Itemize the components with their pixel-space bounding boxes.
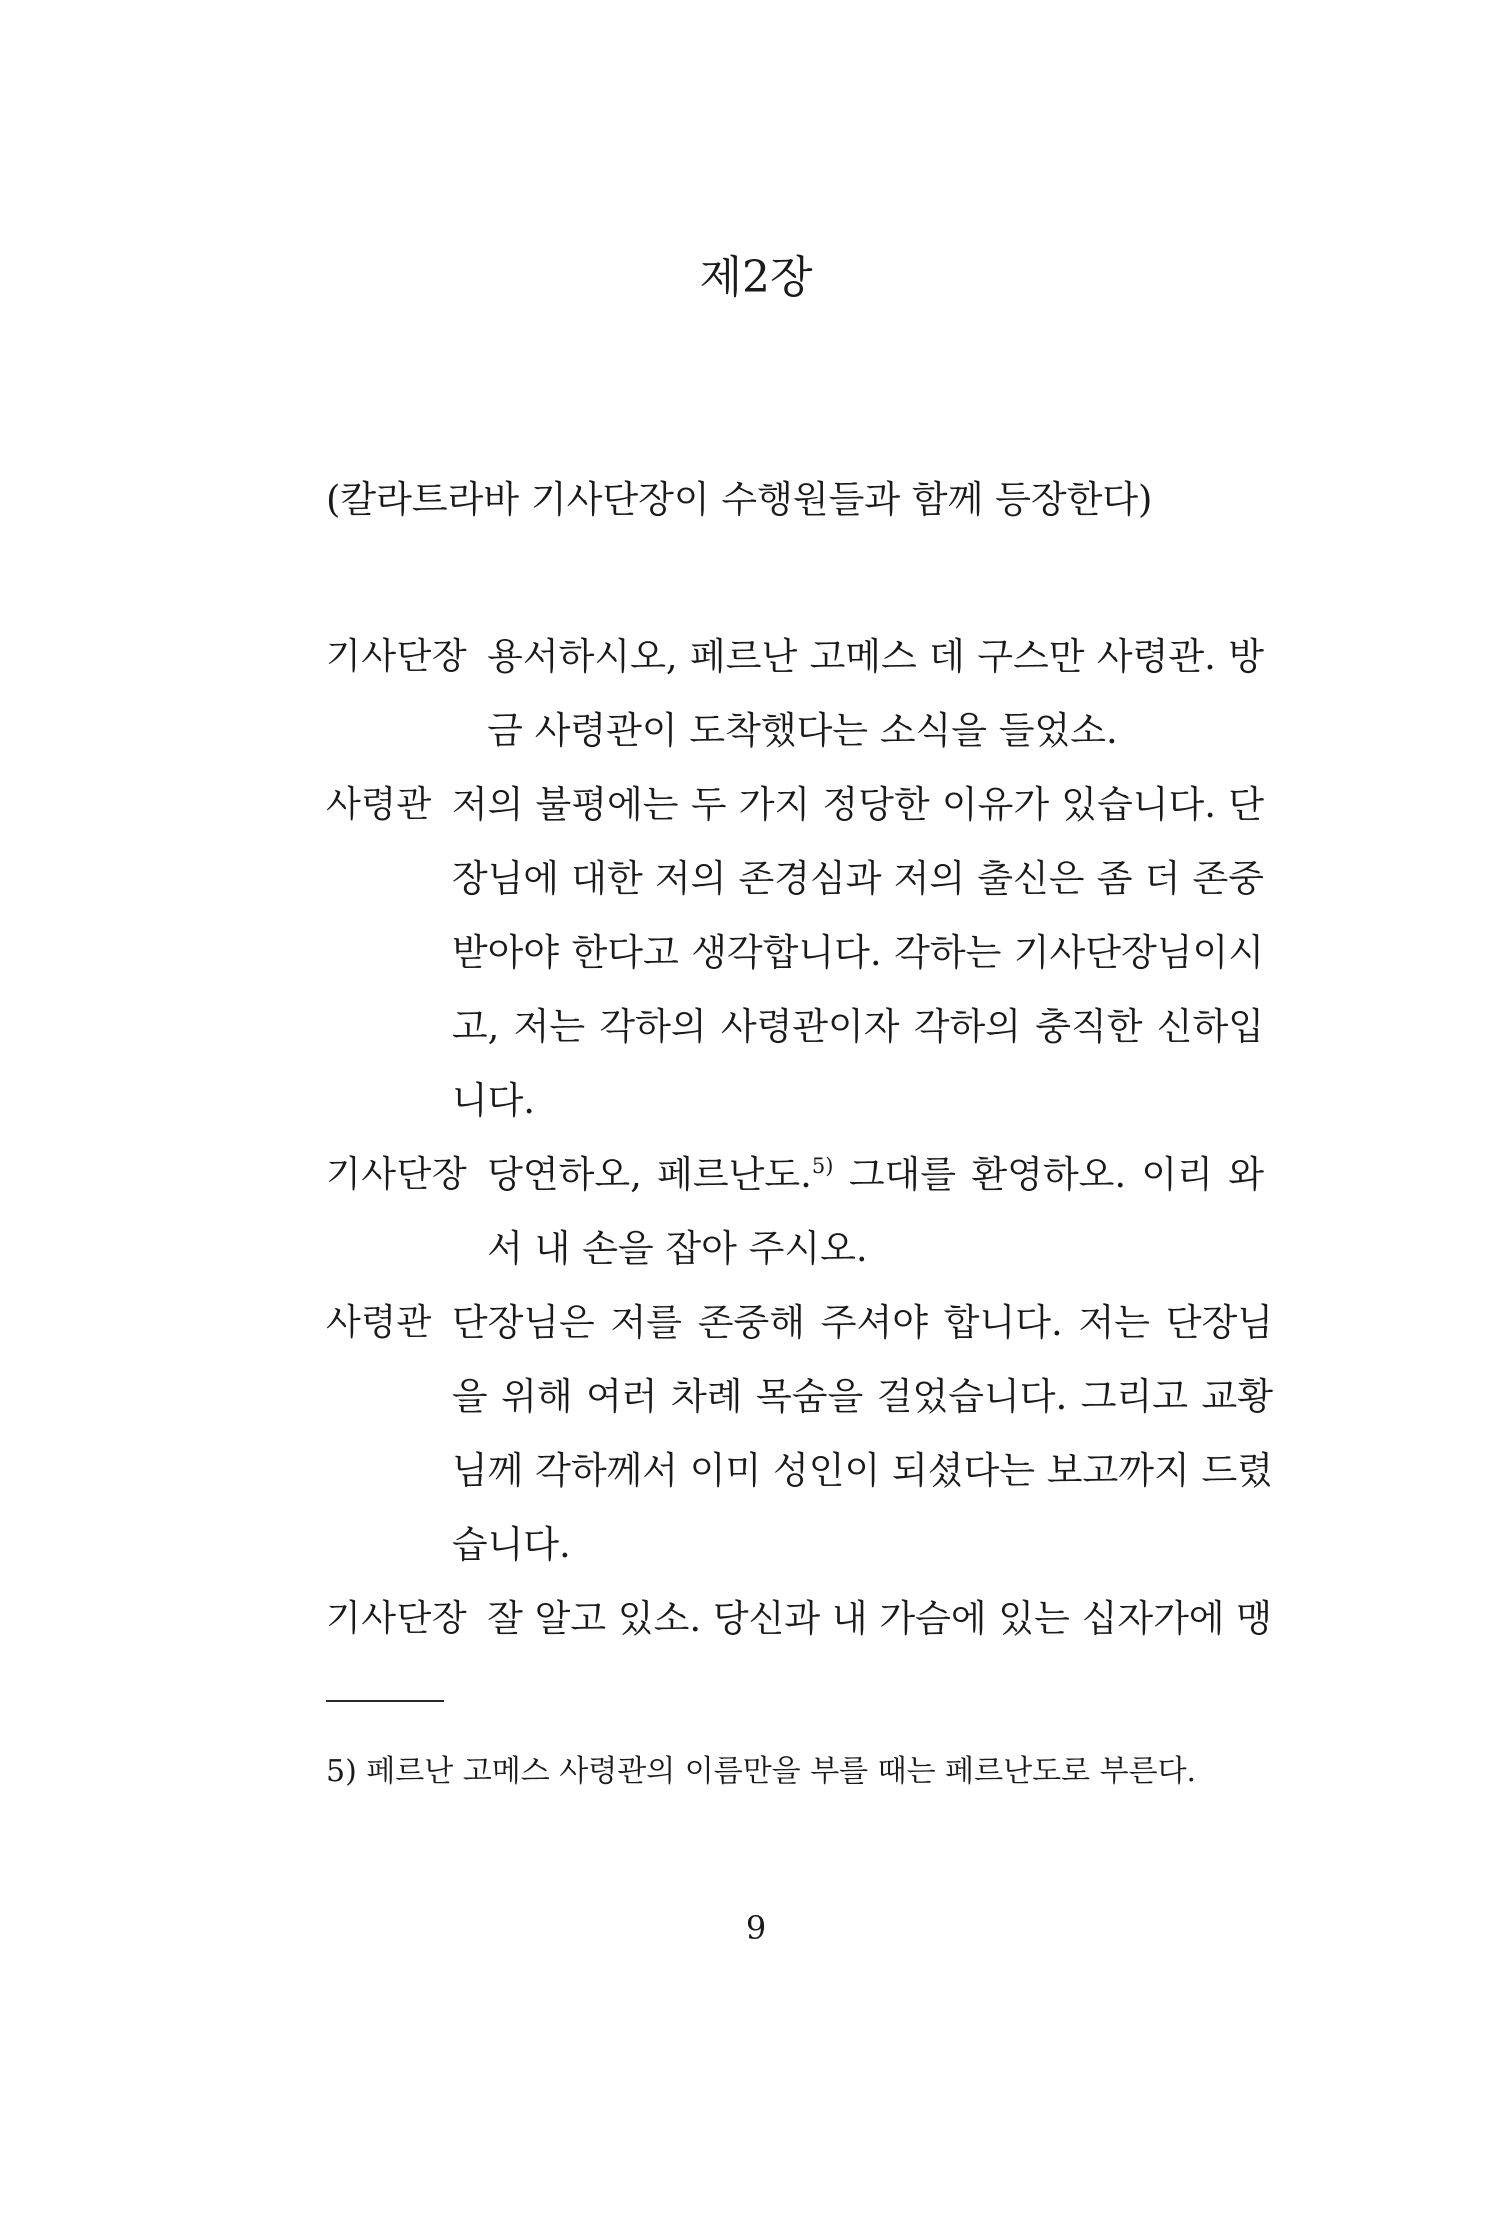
speech-line: 님께 각하께서 이미 성인이 되셨다는 보고까지 드렸 [451, 1449, 1273, 1492]
speech-line: 습니다. [451, 1523, 571, 1566]
footnote-reference: 5) [811, 1154, 834, 1178]
speech-line: 장님에 대한 저의 존경심과 저의 출신은 좀 더 존중 [451, 857, 1264, 900]
dialogue [326, 620, 1273, 1656]
speaker-name: 기사단장 [326, 1154, 468, 1195]
speech-line [487, 1138, 1264, 1212]
speech-block [326, 620, 1264, 768]
speech-line: 금 사령관이 도착했다는 소식을 들었소. [487, 709, 1118, 752]
speech-block [326, 1138, 1264, 1286]
speech-line: 받아야 한다고 생각합니다. 각하는 기사단장님이시 [451, 931, 1264, 974]
speech-line-text: 당연하오, 페르난도. [487, 1153, 812, 1196]
speech-block [326, 1286, 1273, 1582]
speech-line: 단장님은 저를 존중해 주셔야 합니다. 저는 단장님 [451, 1301, 1273, 1344]
speech-line: 고, 저는 각하의 사령관이자 각하의 충직한 신하입 [451, 1005, 1264, 1048]
speaker-name: 사령관 [326, 784, 432, 825]
speech-line: 서 내 손을 잡아 주시오. [487, 1227, 868, 1270]
speech-block [326, 1582, 1273, 1656]
speech-line: 저의 불평에는 두 가지 정당한 이유가 있습니다. 단 [451, 783, 1264, 826]
speech-line: 니다. [451, 1079, 536, 1122]
speech-block [326, 768, 1264, 1138]
speaker-name: 사령관 [326, 1302, 432, 1343]
footnote: 5) 페르난 고메스 사령관의 이름만을 부를 때는 페르난도로 부른다. [326, 1754, 1197, 1789]
speech-line: 을 위해 여러 차례 목숨을 걸었습니다. 그리고 교황 [451, 1375, 1273, 1418]
page-number: 9 [745, 1909, 767, 1947]
speech-line: 잘 알고 있소. 당신과 내 가슴에 있는 십자가에 맹 [487, 1597, 1273, 1640]
speaker-name: 기사단장 [326, 1598, 468, 1639]
speech-line-tail: 그대를 환영하오. 이리 와 [848, 1153, 1264, 1196]
chapter-title: 제2장 [699, 252, 813, 303]
speaker-name: 기사단장 [326, 636, 468, 677]
stage-direction: (칼라트라바 기사단장이 수행원들과 함께 등장한다) [326, 478, 1153, 521]
footnote-divider [326, 1700, 444, 1702]
speech-line: 용서하시오, 페르난 고메스 데 구스만 사령관. 방 [487, 635, 1264, 678]
